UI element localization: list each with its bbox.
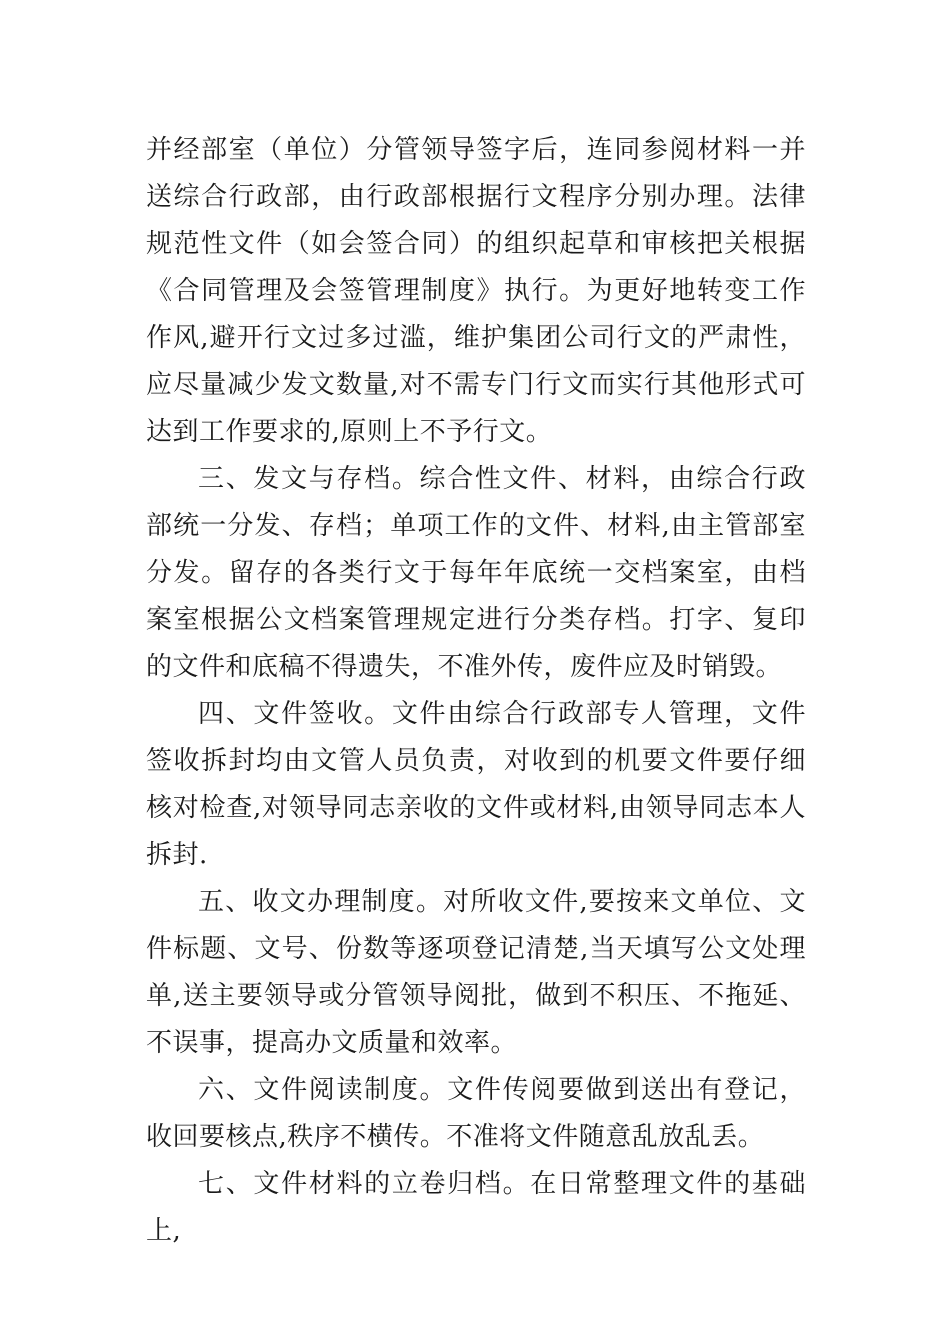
- paragraph-document-receipt: 四、文件签收。文件由综合行政部专人管理，文件签收拆封均由文管人员负责，对收到的机要文件要仔细核对检查,对领导同志亲收的文件或材料,由领导同志本人拆封.: [146, 699, 806, 870]
- paragraph-issuing-archiving: 三、发文与存档。综合性文件、材料，由综合行政部统一分发、存档；单项工作的文件、材料,由主管部室分发。留存的各类行文于每年年底统一交档案室，由档案室根据公文档案管理规定进行分类存档。打字、复印的文件和底稿不得遗失，不准外传，废件应及时销毁。: [146, 464, 806, 682]
- paragraph-incoming-handling: 五、收文办理制度。对所收文件,要按来文单位、文件标题、文号、份数等逐项登记清楚,当天填写公文处理单,送主要领导或分管领导阅批，做到不积压、不拖延、不误事，提高办文质量和效率。: [146, 887, 806, 1058]
- paragraph-continuation: 并经部室（单位）分管领导签字后，连同参阅材料一并送综合行政部，由行政部根据行文程序分别办理。法律规范性文件（如会签合同）的组织起草和审核把关根据《合同管理及会签管理制度》执行。为更好地转变工作作风,避开行文过多过滥，维护集团公司行文的严肃性，应尽量减少发文数量,对不需专门行文而实行其他形式可达到工作要求的,原则上不予行文。: [146, 135, 806, 447]
- paragraph-filing: 七、文件材料的立卷归档。在日常整理文件的基础上,: [146, 1169, 806, 1246]
- document-body: [146, 127, 806, 1255]
- paragraph-document-reading: 六、文件阅读制度。文件传阅要做到送出有登记，收回要核点,秩序不横传。不准将文件随意乱放乱丢。: [146, 1075, 806, 1152]
